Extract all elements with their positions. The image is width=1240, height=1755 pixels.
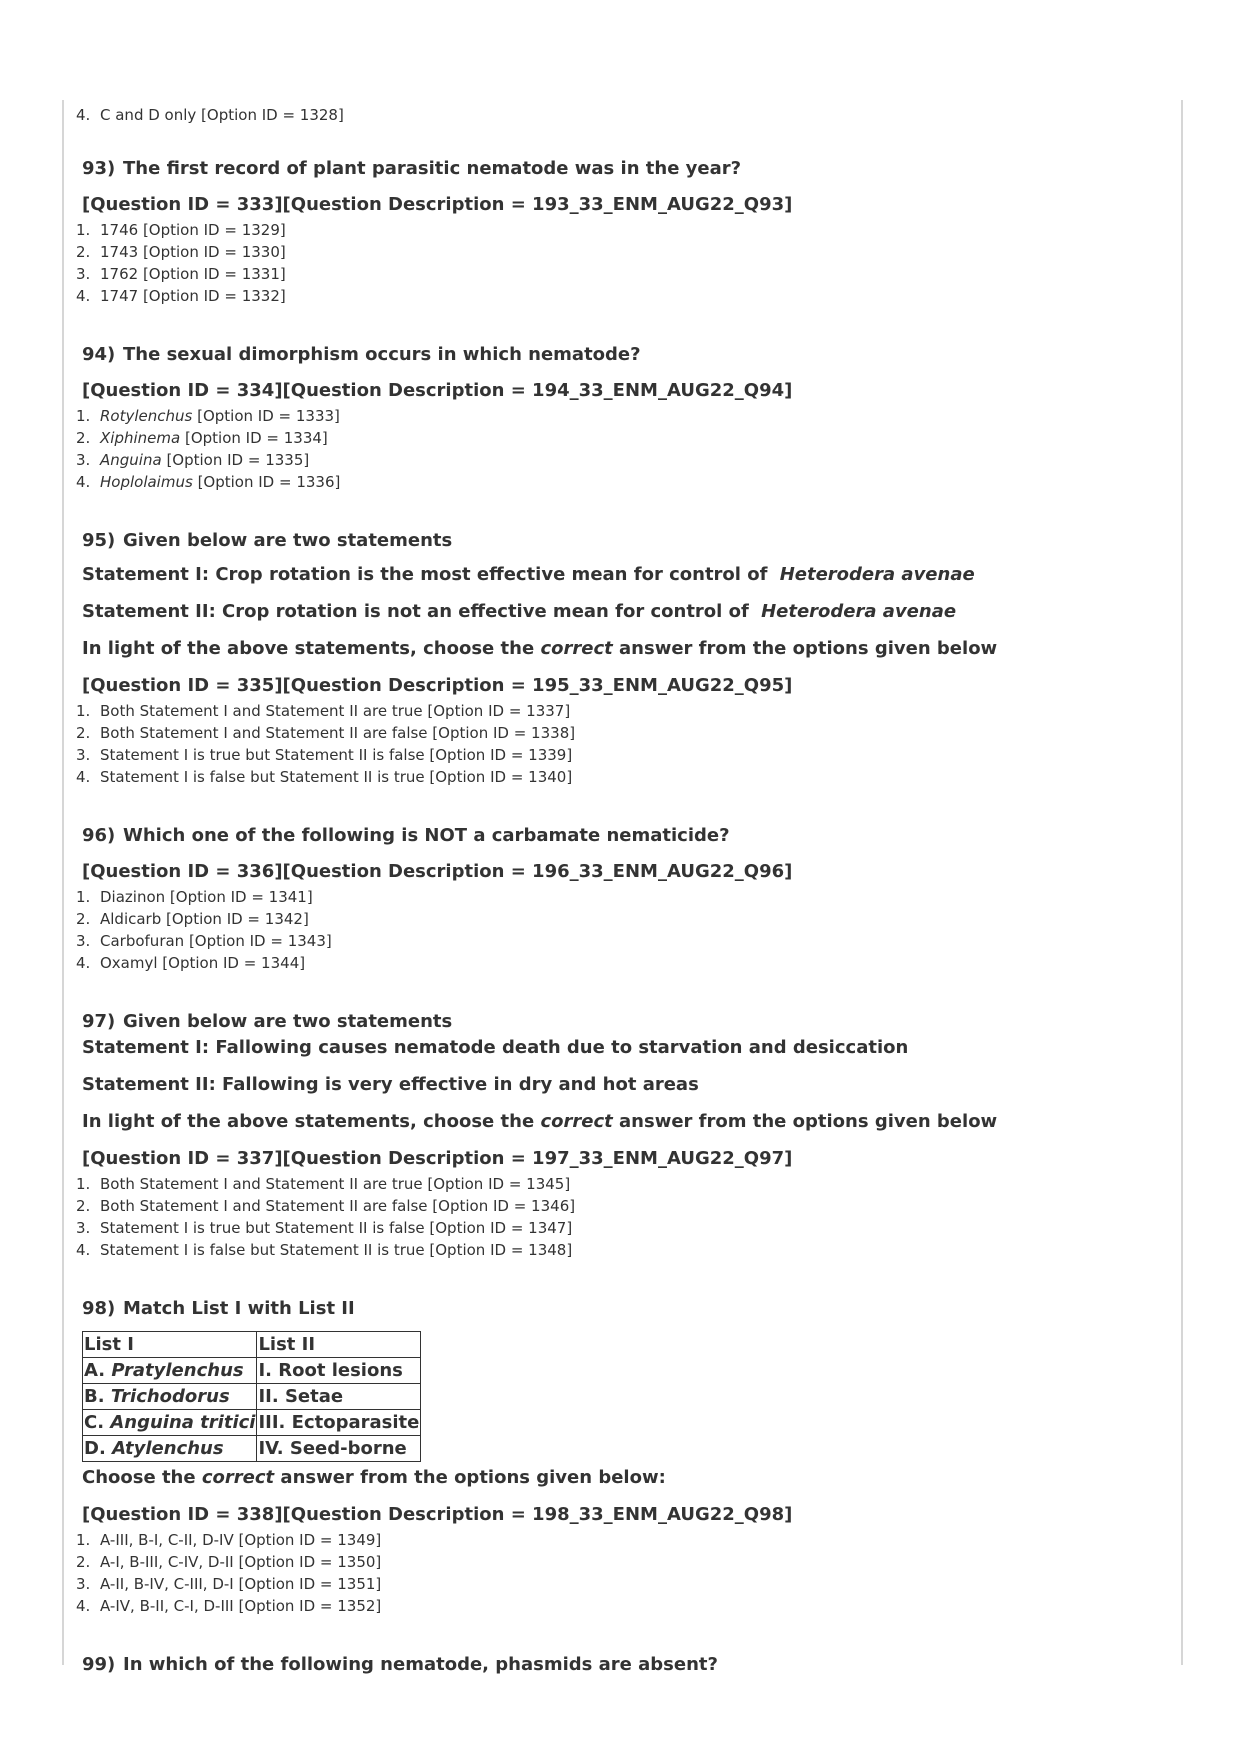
option-item: 3. Statement I is true but Statement II is false [Option ID = 1347] (76, 1219, 573, 1237)
option-list (76, 1529, 1166, 1617)
statement-2: Statement II: Crop rotation is not an effective mean for control of Heterodera avenae (82, 601, 957, 622)
option-item: 2. Aldicarb [Option ID = 1342] (76, 910, 309, 928)
match-table (82, 1331, 421, 1462)
question-title: 95) Given below are two statements (82, 530, 453, 551)
option-list (76, 219, 1166, 307)
option-item: 1. A-III, B-I, C-II, D-IV [Option ID = 1349] (76, 1531, 382, 1549)
option-item: 3. Carbofuran [Option ID = 1343] (76, 932, 332, 950)
question-id: [Question ID = 335][Question Description = 195_33_ENM_AUG22_Q95] (82, 675, 793, 696)
option-item: 2. Both Statement I and Statement II are false [Option ID = 1346] (76, 1197, 576, 1215)
option-item: 1. Both Statement I and Statement II are true [Option ID = 1337] (76, 702, 571, 720)
question-title: 98) Match List I with List II (82, 1298, 355, 1319)
option-item: 4. Oxamyl [Option ID = 1344] (76, 954, 306, 972)
question-99 (76, 1653, 1166, 1677)
right-margin-rule (1181, 100, 1183, 1665)
option-item: 1. Rotylenchus [Option ID = 1333] (76, 407, 340, 425)
prev-question-options (76, 104, 1166, 126)
option-item: 4. C and D only [Option ID = 1328] (76, 106, 344, 124)
question-id: [Question ID = 333][Question Description = 193_33_ENM_AUG22_Q93] (82, 194, 793, 215)
option-item: 1. Both Statement I and Statement II are true [Option ID = 1345] (76, 1175, 571, 1193)
option-list (76, 886, 1166, 974)
table-cell: II. Setae (257, 1384, 421, 1410)
question-98 (76, 1297, 1166, 1617)
option-item: 4. A-IV, B-II, C-I, D-III [Option ID = 1352] (76, 1597, 382, 1615)
instruction: Choose the correct answer from the options given below: (82, 1467, 666, 1488)
table-cell: III. Ectoparasite (257, 1410, 421, 1436)
left-margin-rule (62, 100, 64, 1665)
statement-2: Statement II: Fallowing is very effective in dry and hot areas (82, 1074, 699, 1095)
option-item: 2. A-I, B-III, C-IV, D-II [Option ID = 1350] (76, 1553, 382, 1571)
option-item: 2. 1743 [Option ID = 1330] (76, 243, 286, 261)
option-item: 4. Hoplolaimus [Option ID = 1336] (76, 473, 341, 491)
question-title: 94) The sexual dimorphism occurs in which nematode? (82, 344, 641, 365)
table-cell: D. Atylenchus (83, 1436, 257, 1462)
instruction: In light of the above statements, choose the correct answer from the options given below (82, 1111, 998, 1132)
table-cell: I. Root lesions (257, 1358, 421, 1384)
option-list (76, 1173, 1166, 1261)
question-97 (76, 1010, 1166, 1261)
table-cell: A. Pratylenchus (83, 1358, 257, 1384)
table-row (83, 1436, 421, 1462)
option-item: 1. Diazinon [Option ID = 1341] (76, 888, 313, 906)
question-title: 96) Which one of the following is NOT a carbamate nematicide? (82, 825, 730, 846)
option-item: 4. Statement I is false but Statement II is true [Option ID = 1340] (76, 768, 573, 786)
table-row (83, 1358, 421, 1384)
table-header-cell: List II (257, 1332, 421, 1358)
question-94 (76, 343, 1166, 493)
table-cell: IV. Seed-borne (257, 1436, 421, 1462)
table-cell: B. Trichodorus (83, 1384, 257, 1410)
question-id: [Question ID = 336][Question Description = 196_33_ENM_AUG22_Q96] (82, 861, 793, 882)
option-item: 1. 1746 [Option ID = 1329] (76, 221, 286, 239)
option-item: 2. Xiphinema [Option ID = 1334] (76, 429, 328, 447)
table-header-row (83, 1332, 421, 1358)
table-row (83, 1384, 421, 1410)
question-96 (76, 824, 1166, 974)
statement-1: Statement I: Crop rotation is the most effective mean for control of Heterodera avenae (82, 564, 975, 585)
question-id: [Question ID = 338][Question Description = 198_33_ENM_AUG22_Q98] (82, 1504, 793, 1525)
option-item: 4. 1747 [Option ID = 1332] (76, 287, 286, 305)
option-item: 3. A-II, B-IV, C-III, D-I [Option ID = 1351] (76, 1575, 382, 1593)
statement-1: Statement I: Fallowing causes nematode death due to starvation and desiccation (82, 1037, 909, 1058)
question-id: [Question ID = 337][Question Description = 197_33_ENM_AUG22_Q97] (82, 1148, 793, 1169)
question-95 (76, 529, 1166, 788)
question-title: 93) The first record of plant parasitic nematode was in the year? (82, 158, 742, 179)
option-item: 4. Statement I is false but Statement II is true [Option ID = 1348] (76, 1241, 573, 1259)
table-cell: C. Anguina tritici (83, 1410, 257, 1436)
question-title: 99) In which of the following nematode, phasmids are absent? (82, 1654, 718, 1675)
table-header-cell: List I (83, 1332, 257, 1358)
question-title: 97) Given below are two statements (82, 1011, 453, 1032)
instruction: In light of the above statements, choose the correct answer from the options given below (82, 638, 998, 659)
table-row (83, 1410, 421, 1436)
option-list (76, 405, 1166, 493)
question-paper-page (76, 104, 1166, 1689)
question-id: [Question ID = 334][Question Description = 194_33_ENM_AUG22_Q94] (82, 380, 793, 401)
question-93 (76, 157, 1166, 307)
option-item: 3. Anguina [Option ID = 1335] (76, 451, 310, 469)
option-item: 3. 1762 [Option ID = 1331] (76, 265, 286, 283)
option-list (76, 700, 1166, 788)
option-item: 2. Both Statement I and Statement II are false [Option ID = 1338] (76, 724, 576, 742)
option-item: 3. Statement I is true but Statement II is false [Option ID = 1339] (76, 746, 573, 764)
